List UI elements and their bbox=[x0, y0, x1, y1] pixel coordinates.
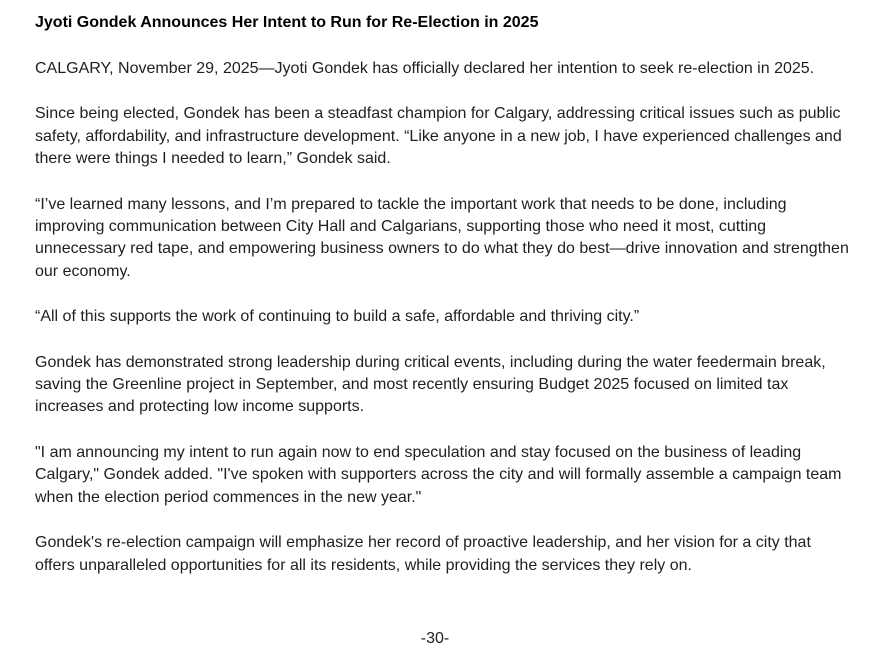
paragraph-leadership: Gondek has demonstrated strong leadership during critical events, including during the water feedermain break, saving the Greenline project in September, and most recently ensuring Budget 2025 focused on limited tax increases and protecting low income supports. bbox=[35, 353, 826, 416]
paragraph-quote-lessons: “I’ve learned many lessons, and I’m prepared to tackle the important work that needs to be done, including improving communication between City Hall and Calgarians, supporting those who need it most, cutting unnecessary red tape, and empowering business owners to do what they do best—drive innovation and strengthen our economy. bbox=[35, 195, 849, 280]
paragraph-background: Since being elected, Gondek has been a steadfast champion for Calgary, addressing critical issues such as public safety, affordability, and infrastructure development. “Like anyone in a new job, I have experienced challenges and there were things I needed to learn,” Gondek said. bbox=[35, 105, 842, 168]
end-mark: -30- bbox=[420, 630, 450, 647]
page-title: Jyoti Gondek Announces Her Intent to Run for Re-Election in 2025 bbox=[35, 14, 539, 31]
paragraph-announcement-quote: "I am announcing my intent to run again now to end speculation and stay focused on the business of leading Calgary," Gondek added. "I've spoken with supporters across the city and will formally assemble a campaign team when the election period commences in the new year." bbox=[35, 443, 842, 506]
paragraph-dateline: CALGARY, November 29, 2025—Jyoti Gondek has officially declared her intention to seek re-election in 2025. bbox=[35, 60, 815, 77]
press-release bbox=[35, 13, 855, 647]
paragraph-quote-thriving-city: “All of this supports the work of continuing to build a safe, affordable and thriving city.” bbox=[35, 308, 640, 326]
paragraph-campaign: Gondek's re-election campaign will emphasize her record of proactive leadership, and her vision for a city that offers unparalleled opportunities for all its residents, while providing the services they rely on. bbox=[35, 534, 811, 574]
